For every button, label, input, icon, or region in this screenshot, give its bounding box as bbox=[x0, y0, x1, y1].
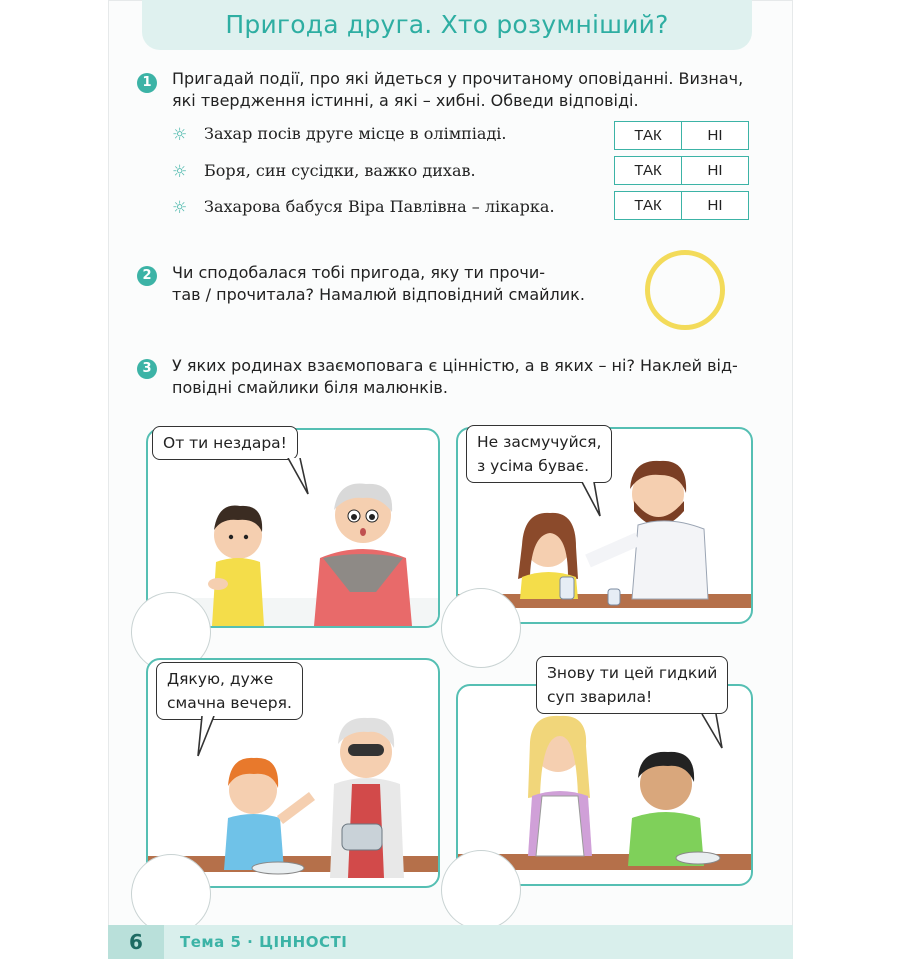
footer-topic bbox=[180, 933, 347, 951]
speech-bubble-line1: От ти нездара! bbox=[163, 434, 287, 452]
statement-text: Боря, син сусідки, важко дихав. bbox=[204, 161, 476, 180]
speech-bubble bbox=[536, 656, 728, 714]
task2-instruction-line1: Чи сподобалася тобі пригода, яку ти прочи- bbox=[172, 263, 545, 282]
answer-no[interactable]: НІ bbox=[681, 122, 748, 149]
answer-no[interactable]: НІ bbox=[681, 157, 748, 184]
task3-instruction bbox=[172, 355, 738, 399]
footer-separator: · bbox=[241, 933, 260, 951]
smiley-sticker-spot[interactable] bbox=[441, 850, 521, 930]
illustration-boy-and-grandpa bbox=[208, 700, 438, 886]
speech-bubble-line1: Не засмучуйся, bbox=[477, 433, 602, 451]
page-number: 6 bbox=[108, 925, 164, 959]
sun-bullet-icon: ☼ bbox=[172, 125, 188, 145]
task1-instruction-line1: Пригадай події, про які йдеться у прочитаному оповіданні. Визнач, bbox=[172, 69, 744, 88]
footer-section-label: ЦІННОСТІ bbox=[259, 933, 348, 951]
speech-bubble-line2: смачна вечеря. bbox=[167, 694, 292, 712]
speech-bubble-line2: суп зварила! bbox=[547, 688, 653, 706]
smiley-sticker-spot[interactable] bbox=[441, 588, 521, 668]
answer-yes[interactable]: ТАК bbox=[634, 162, 662, 179]
task1-instruction bbox=[172, 68, 743, 112]
speech-bubble bbox=[466, 425, 612, 483]
speech-bubble-tail bbox=[196, 716, 226, 760]
task1-instruction-line2: які твердження істинні, а які – хибні. Обведи відповіді. bbox=[172, 91, 639, 110]
task-number-badge: 1 bbox=[137, 73, 157, 93]
illustration-boy-and-grandma bbox=[198, 480, 438, 626]
sun-bullet-icon: ☼ bbox=[172, 198, 188, 218]
smiley-drawing-circle[interactable] bbox=[645, 250, 725, 330]
footer-topic-label: Тема 5 bbox=[180, 933, 242, 951]
task-number-badge: 3 bbox=[137, 359, 157, 379]
speech-bubble-line1: Дякую, дуже bbox=[167, 670, 274, 688]
task3-instruction-line2: повідні смайлики біля малюнків. bbox=[172, 378, 448, 397]
speech-bubble-line1: Знову ти цей гидкий bbox=[547, 664, 718, 682]
answer-yes[interactable]: ТАК bbox=[634, 127, 662, 144]
page-title: Пригода друга. Хто розумніший? bbox=[225, 10, 669, 39]
speech-bubble-tail bbox=[700, 714, 730, 754]
speech-bubble bbox=[156, 662, 303, 720]
task2-instruction-line2: тав / прочитала? Намалюй відповідний смайлик. bbox=[172, 285, 585, 304]
task-number-badge: 2 bbox=[137, 266, 157, 286]
answer-box bbox=[614, 191, 749, 220]
answer-yes[interactable]: ТАК bbox=[634, 197, 662, 214]
sun-bullet-icon: ☼ bbox=[172, 162, 188, 182]
task2-instruction bbox=[172, 262, 585, 306]
task3-instruction-line1: У яких родинах взаємоповага є цінністю, а в яких – ні? Наклей від- bbox=[172, 356, 738, 375]
speech-bubble-tail bbox=[580, 482, 610, 522]
answer-no[interactable]: НІ bbox=[681, 192, 748, 219]
speech-bubble-tail bbox=[286, 458, 316, 498]
answer-box bbox=[614, 156, 749, 185]
statement-text: Захар посів друге місце в олімпіаді. bbox=[204, 124, 507, 143]
smiley-sticker-spot[interactable] bbox=[131, 854, 211, 934]
speech-bubble-line2: з усіма буває. bbox=[477, 457, 590, 475]
answer-box bbox=[614, 121, 749, 150]
statement-text: Захарова бабуся Віра Павлівна – лікарка. bbox=[204, 197, 555, 216]
speech-bubble bbox=[152, 426, 298, 460]
